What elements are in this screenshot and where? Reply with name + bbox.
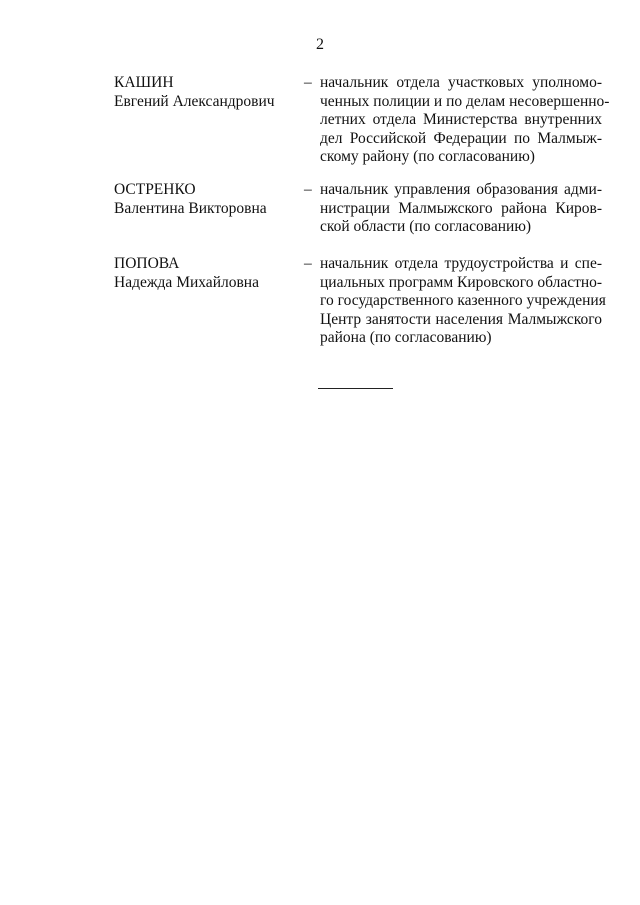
member-name-block <box>114 74 304 167</box>
member-dash: – <box>304 74 312 91</box>
closing-rule <box>318 388 393 389</box>
member-role-line: дел Российской Федерации по Малмыж- <box>320 129 602 147</box>
member-name-block <box>114 255 304 348</box>
member-given-names: Надежда Михайловна <box>114 273 259 291</box>
member-role-line: начальник управления образования адми- <box>320 181 602 198</box>
member-role-line: циальных программ Кировского областно- <box>320 273 603 291</box>
member-surname: КАШИН <box>114 74 174 91</box>
member-given-names: Евгений Александрович <box>114 92 275 110</box>
member-role-line: начальник отдела трудоустройства и спе- <box>320 255 602 272</box>
member-entry <box>114 181 600 237</box>
member-surname: ОСТРЕНКО <box>114 181 196 198</box>
member-role <box>320 181 602 237</box>
member-role-line: ской области (по согласованию) <box>320 218 532 235</box>
member-name-block <box>114 181 304 237</box>
member-given-names: Валентина Викторовна <box>114 199 267 217</box>
member-role-line: летних отдела Министерства внутренних <box>320 111 602 128</box>
member-role-line: района (по согласованию) <box>320 329 492 346</box>
member-surname: ПОПОВА <box>114 255 180 272</box>
page-number: 2 <box>316 36 324 53</box>
member-dash: – <box>304 255 312 272</box>
member-entry <box>114 255 606 348</box>
member-role-line: нистрации Малмыжского района Киров- <box>320 199 602 217</box>
member-role <box>320 255 606 348</box>
member-role-line: скому району (по согласованию) <box>320 148 535 165</box>
member-entry <box>114 74 610 167</box>
member-dash: – <box>304 181 312 198</box>
member-role-line: начальник отдела участковых уполномо- <box>320 74 602 91</box>
member-role <box>320 74 610 167</box>
member-role-line: ченных полиции и по делам несовершенно- <box>320 92 610 110</box>
member-role-line: Центр занятости населения Малмыжского <box>320 310 602 328</box>
member-role-line: го государственного казенного учреждения <box>320 292 606 309</box>
